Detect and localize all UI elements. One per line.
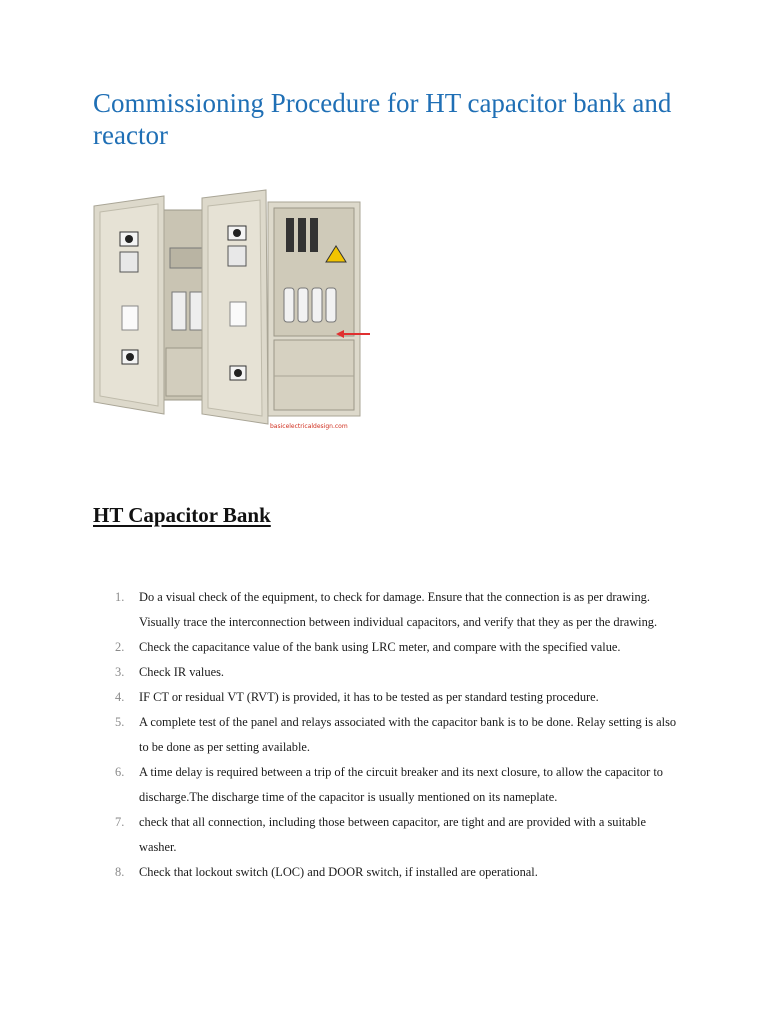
step-number: 3. <box>115 665 125 679</box>
step-text: A complete test of the panel and relays associated with the capacitor bank is to be done. Relay setting is also to be done as per setting available. <box>139 715 677 754</box>
step-number: 6. <box>115 765 125 779</box>
step-number: 1. <box>115 590 125 604</box>
procedure-step <box>93 660 683 685</box>
step-number: 2. <box>115 640 125 654</box>
procedure-step <box>93 635 683 660</box>
step-text: Check the capacitance value of the bank using LRC meter, and compare with the specified value. <box>139 640 621 654</box>
step-number: 5. <box>115 715 125 729</box>
step-text: A time delay is required between a trip of the circuit breaker and its next closure, to allow the capacitor to discharge.The discharge time of the capacitor is usually mentioned on its nameplate. <box>139 765 663 804</box>
document-title: Commissioning Procedure for HT capacitor bank and reactor <box>93 88 672 150</box>
procedure-step <box>93 710 683 760</box>
procedure-step <box>93 685 683 710</box>
procedure-step <box>93 810 683 860</box>
capacitor-bank-panel-image <box>92 188 372 434</box>
procedure-step <box>93 860 683 885</box>
step-text: Check that lockout switch (LOC) and DOOR switch, if installed are operational. <box>139 865 538 879</box>
step-text: Do a visual check of the equipment, to check for damage. Ensure that the connection is as per drawing. Visually trace the interconnection between individual capacitors, and verify that they as per the drawing. <box>139 590 658 629</box>
procedure-step <box>93 760 683 810</box>
step-number: 8. <box>115 865 125 879</box>
section-heading: HT Capacitor Bank <box>93 503 271 527</box>
procedure-step <box>93 585 683 635</box>
step-text: check that all connection, including those between capacitor, are tight and are provided with a suitable washer. <box>139 815 646 854</box>
image-watermark: basicelectricaldesign.com <box>270 423 348 430</box>
step-number: 4. <box>115 690 125 704</box>
step-text: Check IR values. <box>139 665 224 679</box>
step-text: IF CT or residual VT (RVT) is provided, it has to be tested as per standard testing procedure. <box>139 690 599 704</box>
step-number: 7. <box>115 815 125 829</box>
procedure-steps-list <box>93 585 683 885</box>
